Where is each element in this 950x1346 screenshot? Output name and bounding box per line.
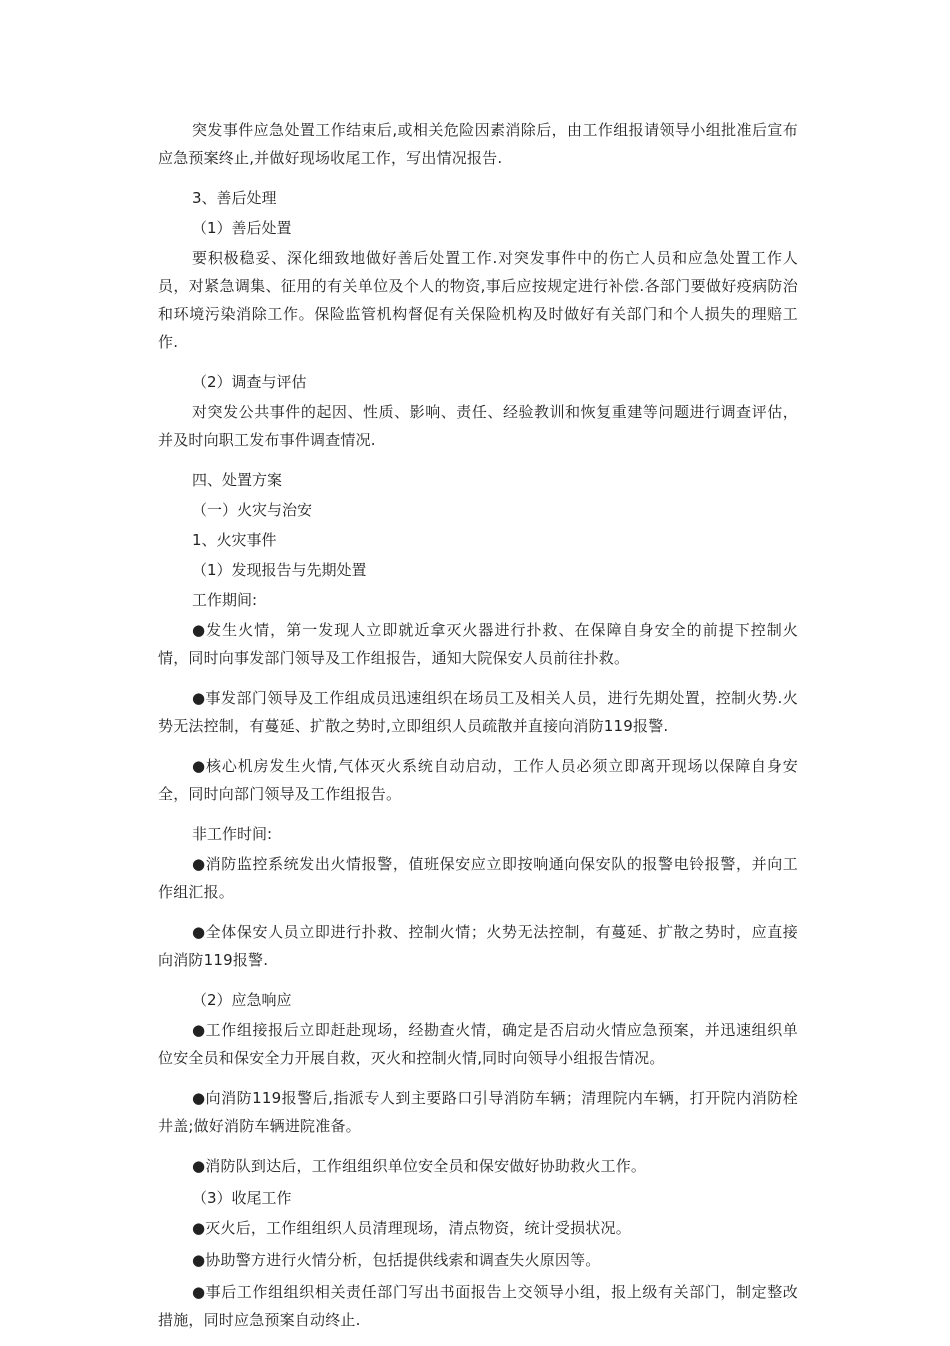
subsection-heading: （3）收尾工作 <box>192 1189 292 1207</box>
period-label: 工作期间: <box>192 591 258 609</box>
period-label: 非工作时间: <box>192 825 273 843</box>
subsection-heading: （1）发现报告与先期处置 <box>192 561 367 579</box>
bullet-paragraph: ●全体保安人员立即进行扑救、控制火情；火势无法控制，有蔓延、扩散之势时，应直接向消防119报警. <box>158 923 798 969</box>
subsection-heading: （2）调查与评估 <box>192 373 307 391</box>
bullet-paragraph: ●灭火后，工作组组织人员清理现场，清点物资，统计受损状况。 <box>192 1219 631 1237</box>
subsection-heading: （2）应急响应 <box>192 991 292 1009</box>
paragraph: 突发事件应急处置工作结束后,或相关危险因素消除后，由工作组报请领导小组批准后宣布应急预案终止,并做好现场收尾工作，写出情况报告. <box>158 121 798 167</box>
paragraph: 对突发公共事件的起因、性质、影响、责任、经验教训和恢复重建等问题进行调查评估，并及时向职工发布事件调查情况. <box>158 403 798 449</box>
subsection-heading: （一）火灾与治安 <box>192 501 313 519</box>
bullet-paragraph: ●消防监控系统发出火情报警，值班保安应立即按响通向保安队的报警电铃报警，并向工作组汇报。 <box>158 855 798 901</box>
bullet-paragraph: ●发生火情，第一发现人立即就近拿灭火器进行扑救、在保障自身安全的前提下控制火情，同时向事发部门领导及工作组报告，通知大院保安人员前往扑救。 <box>158 621 798 667</box>
section-heading: 3、善后处理 <box>192 189 277 207</box>
bullet-paragraph: ●事发部门领导及工作组成员迅速组织在场员工及相关人员，进行先期处置，控制火势.火势无法控制，有蔓延、扩散之势时,立即组织人员疏散并直接向消防119报警. <box>158 689 798 735</box>
paragraph: 要积极稳妥、深化细致地做好善后处置工作.对突发事件中的伤亡人员和应急处置工作人员，对紧急调集、征用的有关单位及个人的物资,事后应按规定进行补偿.各部门要做好疫病防治和环境污染消除工作。保险监管机构督促有关保险机构及时做好有关部门和个人损失的理赔工作. <box>158 249 798 351</box>
document-page <box>158 116 798 1346</box>
bullet-paragraph: ●事后工作组组织相关责任部门写出书面报告上交领导小组，报上级有关部门，制定整改措施，同时应急预案自动终止. <box>158 1283 798 1329</box>
section-heading: 四、处置方案 <box>192 471 283 489</box>
bullet-paragraph: ●协助警方进行火情分析，包括提供线索和调查失火原因等。 <box>192 1251 601 1269</box>
bullet-paragraph: ●向消防119报警后,指派专人到主要路口引导消防车辆；清理院内车辆，打开院内消防栓井盖;做好消防车辆进院准备。 <box>158 1089 798 1135</box>
subsection-heading: （1）善后处置 <box>192 219 292 237</box>
bullet-paragraph: ●核心机房发生火情,气体灭火系统自动启动，工作人员必须立即离开现场以保障自身安全，同时向部门领导及工作组报告。 <box>158 757 798 803</box>
subsection-heading: 1、火灾事件 <box>192 531 277 549</box>
bullet-paragraph: ●消防队到达后，工作组组织单位安全员和保安做好协助救火工作。 <box>192 1157 647 1175</box>
bullet-paragraph: ●工作组接报后立即赶赴现场，经勘查火情，确定是否启动火情应急预案，并迅速组织单位安全员和保安全力开展自救，灭火和控制火情,同时向领导小组报告情况。 <box>158 1021 798 1067</box>
